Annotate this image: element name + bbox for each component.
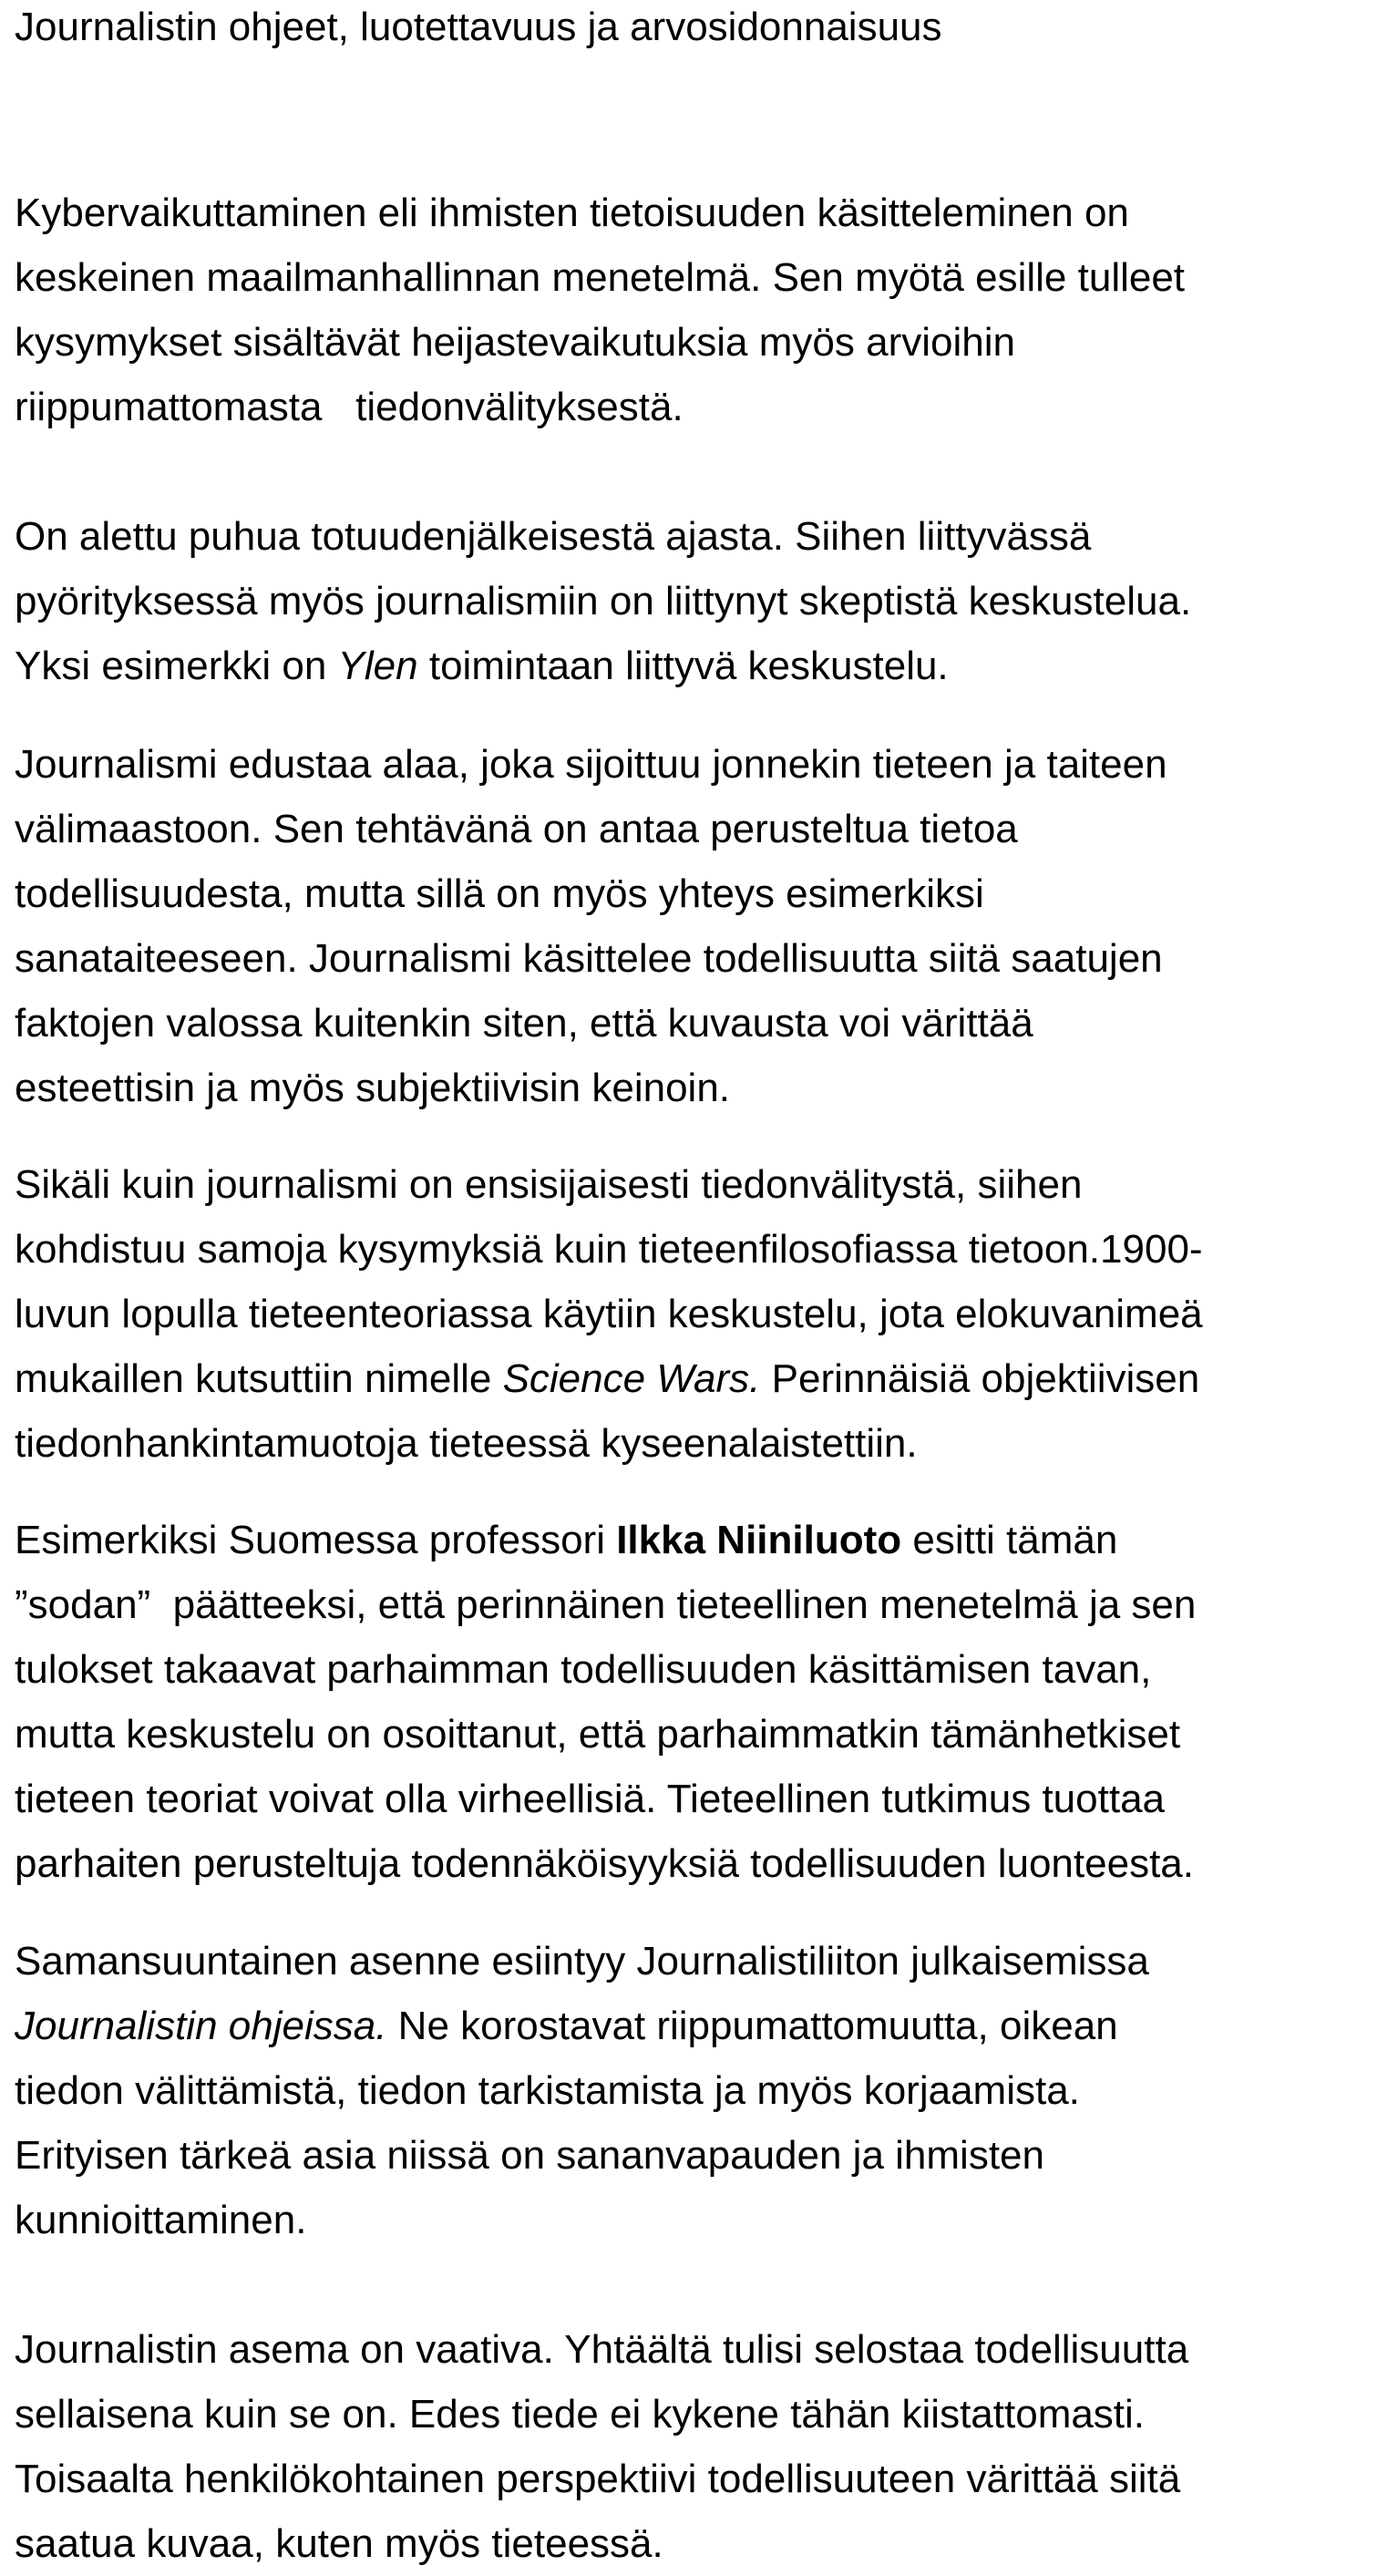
text-segment: parhaiten perusteltuja todennäköisyyksiä todellisuuden luonteesta. [15,1841,1194,1886]
text-line [15,634,1191,698]
text-line [15,1056,1167,1120]
text-segment: Journalismi edustaa alaa, joka sijoittuu jonnekin tieteen ja taiteen [15,742,1167,787]
text-line [15,2123,1149,2188]
text-line [15,1637,1196,1702]
text-segment: riippumattomasta tiedonvälityksestä. [15,385,684,429]
text-segment: tulokset takaavat parhaimman todellisuuden käsittämisen tavan, [15,1647,1152,1692]
text-segment: Kybervaikuttaminen eli ihmisten tietoisuuden käsitteleminen on [15,191,1129,235]
text-segment: saatua kuvaa, kuten myös tieteessä. [15,2521,663,2566]
paragraph-journalism-science-art [15,732,1167,1120]
text-segment: ”sodan” päätteeksi, että perinnäinen tieteellinen menetelmä ja sen [15,1582,1197,1627]
text-line [15,504,1191,569]
paragraph-journalist-guidelines [15,1929,1149,2252]
text-line [15,1767,1196,1831]
text-segment: Ne korostavat riippumattomuutta, oikean [386,2004,1118,2048]
text-segment: välimaastoon. Sen tehtävänä on antaa perusteltua tietoa [15,807,1018,851]
italic-text: Science Wars. [502,1356,761,1401]
paragraph-niiniluoto [15,1508,1196,1896]
text-line [15,1346,1203,1411]
document-title: Journalistin ohjeet, luotettavuus ja arvosidonnaisuus [15,5,942,49]
text-segment: Journalistin asema on vaativa. Yhtäältä tulisi selostaa todellisuutta [15,2327,1189,2372]
text-segment: pyörityksessä myös journalismiin on liittynyt skeptistä keskustelua. [15,579,1192,623]
italic-text: Journalistin ohjeissa. [15,2004,387,2048]
paragraph-cyber-influence [15,180,1185,439]
text-segment: tiedon välittämistä, tiedon tarkistamista ja myös korjaamista. [15,2068,1080,2113]
text-segment: On alettu puhua totuudenjälkeisestä ajasta. Siihen liittyvässä [15,514,1092,559]
bold-text: Ilkka Niiniluoto [616,1518,902,1562]
text-line [15,1508,1196,1572]
text-segment: esitti tämän [901,1518,1118,1562]
text-line [15,2382,1188,2447]
paragraph-science-wars [15,1152,1203,1476]
text-segment: sanataiteeseen. Journalismi käsittelee todellisuutta siitä saatujen [15,936,1163,981]
text-line [15,1994,1149,2058]
text-line [15,2511,1188,2576]
paragraph-post-truth [15,504,1191,698]
text-segment: tiedonhankintamuotoja tieteessä kyseenalaistettiin. [15,1421,918,1466]
text-line [15,2317,1188,2382]
text-line [15,2058,1149,2123]
text-line [15,245,1185,310]
text-segment: toimintaan liittyvä keskustelu. [417,644,949,688]
text-line [15,926,1167,991]
text-segment: Sikäli kuin journalismi on ensisijaisesti tiedonvälitystä, siihen [15,1162,1083,1207]
text-line [15,861,1167,926]
text-segment: tieteen teoriat voivat olla virheellisiä. Tieteellinen tutkimus tuottaa [15,1777,1166,1821]
text-line [15,375,1185,439]
text-line [15,2447,1188,2511]
text-line [15,732,1167,797]
text-segment: kunnioittaminen. [15,2198,307,2242]
text-line [15,1929,1149,1994]
text-line [15,1217,1203,1282]
text-line [15,569,1191,634]
italic-text: Ylen [337,644,418,688]
text-segment: luvun lopulla tieteenteoriassa käytiin keskustelu, jota elokuvanimeä [15,1292,1203,1336]
text-segment: mutta keskustelu on osoittanut, että parhaimmatkin tämänhetkiset [15,1712,1181,1757]
paragraph-journalist-position [15,2317,1188,2576]
text-line [15,797,1167,861]
text-segment: todellisuudesta, mutta sillä on myös yhteys esimerkiksi [15,871,984,916]
text-segment: Toisaalta henkilökohtainen perspektiivi todellisuuteen värittää siitä [15,2457,1181,2501]
text-line [15,2188,1149,2252]
text-line [15,1152,1203,1217]
text-segment: Yksi esimerkki on [15,644,338,688]
text-line [15,1702,1196,1767]
text-segment: keskeinen maailmanhallinnan menetelmä. Sen myötä esille tulleet [15,255,1186,300]
text-line [15,1831,1196,1896]
text-line [15,180,1185,245]
text-segment: kysymykset sisältävät heijastevaikutuksia myös arvioihin [15,320,1015,365]
text-line [15,310,1185,375]
text-line [15,1572,1196,1637]
text-segment: esteettisin ja myös subjektiivisin keinoin. [15,1066,731,1110]
text-line [15,1411,1203,1476]
text-segment: kohdistuu samoja kysymyksiä kuin tieteenfilosofiassa tietoon.1900- [15,1227,1203,1272]
text-segment: Samansuuntainen asenne esiintyy Journalistiliiton julkaisemissa [15,1939,1149,1984]
text-line [15,1282,1203,1346]
text-segment: Esimerkiksi Suomessa professori [15,1518,617,1562]
text-segment: sellaisena kuin se on. Edes tiede ei kykene tähän kiistattomasti. [15,2392,1146,2437]
text-line [15,991,1167,1056]
text-segment: mukaillen kutsuttiin nimelle [15,1356,503,1401]
text-segment: Perinnäisiä objektiivisen [760,1356,1200,1401]
text-segment: faktojen valossa kuitenkin siten, että kuvausta voi värittää [15,1001,1033,1046]
text-segment: Erityisen tärkeä asia niissä on sananvapauden ja ihmisten [15,2133,1044,2178]
